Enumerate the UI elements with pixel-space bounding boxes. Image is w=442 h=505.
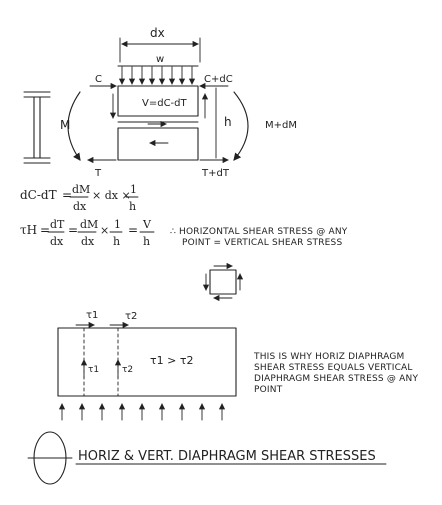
- panel-reaction-arrows: [62, 404, 222, 420]
- eq2-f1-num: dT: [50, 218, 65, 231]
- eq2-f3-den: h: [113, 235, 121, 248]
- eq2-equals-1: =: [40, 223, 51, 237]
- w-label: w: [156, 54, 165, 65]
- eq2-f2-den: dx: [81, 235, 95, 248]
- m-plus-dm-label: M+dM: [265, 120, 297, 131]
- eq1-frac-den: dx: [73, 200, 87, 213]
- t-plus-dt-label: T+dT: [202, 168, 229, 179]
- tau2-side-label: τ2: [122, 365, 134, 375]
- equation-2: [20, 218, 154, 248]
- diaphragm-panel: [58, 325, 236, 396]
- note2-line-2: SHEAR STRESS EQUALS VERTICAL: [254, 363, 413, 373]
- note-line-2: POINT = VERTICAL SHEAR STRESS: [182, 238, 343, 248]
- footer-title: HORIZ & VERT. DIAPHRAGM SHEAR STRESSES: [78, 449, 376, 464]
- note2-line-1: THIS IS WHY HORIZ DIAPHRAGM: [254, 352, 405, 362]
- eq2-f1-den: dx: [50, 235, 64, 248]
- note2-line-3: DIAPHRAGM SHEAR STRESS @ ANY: [254, 374, 419, 384]
- i-beam-section: [24, 92, 50, 163]
- v-label: V=dC-dT: [142, 98, 187, 109]
- eq1-frac2-den: h: [129, 200, 137, 213]
- h-label: h: [224, 115, 232, 129]
- eq2-equals-3: =: [128, 223, 139, 237]
- eq1-lhs: dC-dT: [20, 188, 57, 202]
- eq2-f3-num: 1: [114, 218, 121, 231]
- m-label: M: [60, 118, 71, 132]
- tau1-side-label: τ1: [88, 365, 100, 375]
- tau2-top-label: τ2: [125, 311, 138, 322]
- eq1-frac-num: dM: [72, 183, 91, 196]
- c-plus-dc-label: C+dC: [204, 74, 233, 85]
- eq2-lhs: τH: [20, 223, 38, 237]
- eq2-times: ×: [100, 224, 110, 237]
- c-label: C: [95, 74, 102, 85]
- dx-label: dx: [150, 26, 165, 40]
- eq2-f4-num: V: [143, 218, 151, 231]
- note2-line-4: POINT: [254, 385, 283, 395]
- eq1-mid: × dx ×: [92, 189, 131, 202]
- stress-element: [206, 266, 240, 298]
- eq2-f2-num: dM: [80, 218, 99, 231]
- moment-m-plus-dm-arc: [234, 92, 248, 160]
- tau-compare-label: τ1 > τ2: [150, 354, 194, 367]
- tau1-top-label: τ1: [86, 310, 99, 321]
- eq1-frac2-num: 1: [130, 183, 137, 196]
- eq2-f4-den: h: [143, 235, 151, 248]
- eq2-equals-2: =: [68, 223, 79, 237]
- equation-1: [20, 183, 138, 213]
- eq1-equals: =: [62, 188, 73, 202]
- distributed-load: [118, 54, 198, 84]
- note-line-1: ∴ HORIZONTAL SHEAR STRESS @ ANY: [170, 227, 348, 237]
- t-label: T: [95, 168, 102, 179]
